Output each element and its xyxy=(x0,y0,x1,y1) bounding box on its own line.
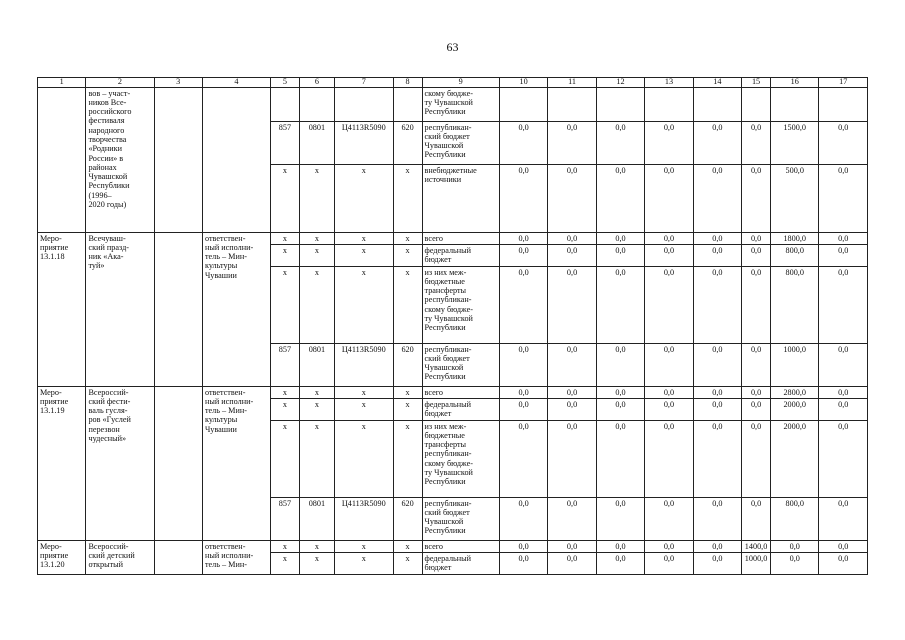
executor-cell xyxy=(202,88,270,233)
column-3-cell xyxy=(154,233,202,387)
amount-cell-col-16: 800,0 xyxy=(770,498,818,541)
amount-cell-col-11: 0,0 xyxy=(548,387,596,399)
table-row xyxy=(38,233,868,245)
amount-cell-col-16: 0,0 xyxy=(770,541,818,553)
table-row xyxy=(38,541,868,553)
target-article-cell: х xyxy=(334,399,393,421)
target-article-cell: х xyxy=(334,245,393,267)
expense-group-cell: 620 xyxy=(393,122,422,165)
amount-cell-col-14: 0,0 xyxy=(693,245,741,267)
amount-cell-col-15: 0,0 xyxy=(742,498,771,541)
grbs-code-cell: 857 xyxy=(271,122,300,165)
funding-source-cell: всего xyxy=(422,387,499,399)
expense-group-cell: х xyxy=(393,245,422,267)
amount-cell-col-15: 0,0 xyxy=(742,245,771,267)
amount-cell-col-10: 0,0 xyxy=(499,399,547,421)
amount-cell-col-16: 800,0 xyxy=(770,245,818,267)
column-number-2: 2 xyxy=(86,78,154,88)
amount-cell-col-15: 0,0 xyxy=(742,421,771,498)
section-code-cell: х xyxy=(299,165,334,233)
amount-cell-col-11: 0,0 xyxy=(548,399,596,421)
amount-cell-col-12: 0,0 xyxy=(596,122,644,165)
table-row xyxy=(38,88,868,122)
amount-cell-col-12: 0,0 xyxy=(596,553,644,575)
funding-source-cell: из них меж- бюджетные трансферты республикан- скому бюдже- ту Чувашской Республики xyxy=(422,267,499,344)
column-number-10: 10 xyxy=(499,78,547,88)
amount-cell-col-11: 0,0 xyxy=(548,553,596,575)
grbs-code-cell: х xyxy=(271,421,300,498)
amount-cell-col-16: 800,0 xyxy=(770,267,818,344)
expense-group-cell: х xyxy=(393,553,422,575)
section-code-cell xyxy=(299,88,334,122)
amount-cell-col-13: 0,0 xyxy=(645,165,693,233)
amount-cell-col-10: 0,0 xyxy=(499,267,547,344)
amount-cell-col-17: 0,0 xyxy=(819,344,868,387)
target-article-cell: х xyxy=(334,387,393,399)
section-code-cell: х xyxy=(299,387,334,399)
grbs-code-cell: х xyxy=(271,387,300,399)
amount-cell-col-14: 0,0 xyxy=(693,541,741,553)
amount-cell-col-15: 0,0 xyxy=(742,122,771,165)
amount-cell-col-10: 0,0 xyxy=(499,387,547,399)
column-number-12: 12 xyxy=(596,78,644,88)
amount-cell-col-14: 0,0 xyxy=(693,399,741,421)
amount-cell-col-15: 0,0 xyxy=(742,387,771,399)
amount-cell-col-17 xyxy=(819,88,868,122)
amount-cell-col-16: 1000,0 xyxy=(770,344,818,387)
amount-cell-col-13: 0,0 xyxy=(645,122,693,165)
amount-cell-col-11: 0,0 xyxy=(548,233,596,245)
amount-cell-col-14: 0,0 xyxy=(693,165,741,233)
amount-cell-col-12: 0,0 xyxy=(596,245,644,267)
amount-cell-col-12: 0,0 xyxy=(596,267,644,344)
amount-cell-col-15: 1000,0 xyxy=(742,553,771,575)
target-article-cell: х xyxy=(334,553,393,575)
funding-source-cell: федеральный бюджет xyxy=(422,553,499,575)
table-row xyxy=(38,387,868,399)
column-number-16: 16 xyxy=(770,78,818,88)
amount-cell-col-11 xyxy=(548,88,596,122)
column-number-8: 8 xyxy=(393,78,422,88)
grbs-code-cell: 857 xyxy=(271,498,300,541)
amount-cell-col-17: 0,0 xyxy=(819,122,868,165)
funding-source-cell: всего xyxy=(422,233,499,245)
amount-cell-col-17: 0,0 xyxy=(819,541,868,553)
amount-cell-col-15: 1400,0 xyxy=(742,541,771,553)
amount-cell-col-11: 0,0 xyxy=(548,122,596,165)
amount-cell-col-15 xyxy=(742,88,771,122)
column-number-4: 4 xyxy=(202,78,270,88)
target-article-cell: х xyxy=(334,541,393,553)
grbs-code-cell: х xyxy=(271,541,300,553)
target-article-cell xyxy=(334,88,393,122)
target-article-cell: х xyxy=(334,267,393,344)
column-number-17: 17 xyxy=(819,78,868,88)
target-article-cell: Ц4113R5090 xyxy=(334,122,393,165)
amount-cell-col-10: 0,0 xyxy=(499,498,547,541)
expense-group-cell: х xyxy=(393,421,422,498)
target-article-cell: х xyxy=(334,233,393,245)
target-article-cell: Ц4113R5090 xyxy=(334,498,393,541)
amount-cell-col-14 xyxy=(693,88,741,122)
amount-cell-col-16: 2000,0 xyxy=(770,399,818,421)
amount-cell-col-10: 0,0 xyxy=(499,344,547,387)
amount-cell-col-13: 0,0 xyxy=(645,541,693,553)
funding-source-cell: республикан- ский бюджет Чувашской Республики xyxy=(422,498,499,541)
expense-group-cell: 620 xyxy=(393,344,422,387)
event-name-cell: вов – участ- ников Все- российского фестиваля народного творчества «Родники России» в районах Чувашской Республики (1996– 2020 годы) xyxy=(86,88,154,233)
amount-cell-col-11: 0,0 xyxy=(548,541,596,553)
amount-cell-col-16: 1800,0 xyxy=(770,233,818,245)
amount-cell-col-10: 0,0 xyxy=(499,122,547,165)
amount-cell-col-17: 0,0 xyxy=(819,387,868,399)
amount-cell-col-12: 0,0 xyxy=(596,399,644,421)
amount-cell-col-14: 0,0 xyxy=(693,122,741,165)
column-3-cell xyxy=(154,541,202,575)
amount-cell-col-15: 0,0 xyxy=(742,267,771,344)
amount-cell-col-14: 0,0 xyxy=(693,344,741,387)
funding-source-cell: скому бюдже- ту Чувашской Республики xyxy=(422,88,499,122)
amount-cell-col-13: 0,0 xyxy=(645,344,693,387)
amount-cell-col-15: 0,0 xyxy=(742,344,771,387)
amount-cell-col-16: 0,0 xyxy=(770,553,818,575)
funding-source-cell: республикан- ский бюджет Чувашской Республики xyxy=(422,122,499,165)
amount-cell-col-12: 0,0 xyxy=(596,165,644,233)
amount-cell-col-17: 0,0 xyxy=(819,267,868,344)
amount-cell-col-15: 0,0 xyxy=(742,165,771,233)
amount-cell-col-14: 0,0 xyxy=(693,233,741,245)
grbs-code-cell xyxy=(271,88,300,122)
amount-cell-col-11: 0,0 xyxy=(548,165,596,233)
amount-cell-col-10: 0,0 xyxy=(499,553,547,575)
amount-cell-col-17: 0,0 xyxy=(819,498,868,541)
event-name-cell: Всероссий- ский фести- валь гусля- ров «Гуслей перезвон чудесный» xyxy=(86,387,154,541)
funding-source-cell: всего xyxy=(422,541,499,553)
amount-cell-col-13: 0,0 xyxy=(645,233,693,245)
section-code-cell: 0801 xyxy=(299,344,334,387)
amount-cell-col-17: 0,0 xyxy=(819,399,868,421)
amount-cell-col-16: 2800,0 xyxy=(770,387,818,399)
amount-cell-col-13: 0,0 xyxy=(645,498,693,541)
grbs-code-cell: х xyxy=(271,233,300,245)
column-number-13: 13 xyxy=(645,78,693,88)
column-3-cell xyxy=(154,88,202,233)
target-article-cell: х xyxy=(334,421,393,498)
amount-cell-col-10: 0,0 xyxy=(499,541,547,553)
grbs-code-cell: х xyxy=(271,245,300,267)
section-code-cell: 0801 xyxy=(299,498,334,541)
target-article-cell: Ц4113R5090 xyxy=(334,344,393,387)
executor-cell: ответствен- ный исполни- тель – Мин- культуры Чувашии xyxy=(202,387,270,541)
column-number-5: 5 xyxy=(271,78,300,88)
section-code-cell: х xyxy=(299,421,334,498)
amount-cell-col-10: 0,0 xyxy=(499,233,547,245)
amount-cell-col-13: 0,0 xyxy=(645,399,693,421)
grbs-code-cell: х xyxy=(271,399,300,421)
funding-source-cell: федеральный бюджет xyxy=(422,245,499,267)
amount-cell-col-14: 0,0 xyxy=(693,553,741,575)
amount-cell-col-10: 0,0 xyxy=(499,165,547,233)
expense-group-cell: х xyxy=(393,541,422,553)
section-code-cell: х xyxy=(299,267,334,344)
amount-cell-col-13: 0,0 xyxy=(645,421,693,498)
amount-cell-col-12: 0,0 xyxy=(596,498,644,541)
expense-group-cell xyxy=(393,88,422,122)
executor-cell: ответствен- ный исполни- тель – Мин- xyxy=(202,541,270,575)
event-code-cell: Меро- приятие 13.1.19 xyxy=(38,387,86,541)
section-code-cell: х xyxy=(299,245,334,267)
section-code-cell: х xyxy=(299,553,334,575)
grbs-code-cell: х xyxy=(271,267,300,344)
expense-group-cell: х xyxy=(393,165,422,233)
funding-source-cell: республикан- ский бюджет Чувашской Республики xyxy=(422,344,499,387)
amount-cell-col-14: 0,0 xyxy=(693,498,741,541)
amount-cell-col-17: 0,0 xyxy=(819,165,868,233)
expense-group-cell: 620 xyxy=(393,498,422,541)
target-article-cell: х xyxy=(334,165,393,233)
amount-cell-col-12: 0,0 xyxy=(596,344,644,387)
amount-cell-col-15: 0,0 xyxy=(742,233,771,245)
section-code-cell: х xyxy=(299,399,334,421)
header-row xyxy=(38,78,868,88)
grbs-code-cell: 857 xyxy=(271,344,300,387)
expense-group-cell: х xyxy=(393,387,422,399)
amount-cell-col-10: 0,0 xyxy=(499,245,547,267)
column-number-6: 6 xyxy=(299,78,334,88)
column-number-7: 7 xyxy=(334,78,393,88)
funding-source-cell: внебюджетные источники xyxy=(422,165,499,233)
amount-cell-col-12: 0,0 xyxy=(596,387,644,399)
amount-cell-col-13: 0,0 xyxy=(645,267,693,344)
amount-cell-col-13: 0,0 xyxy=(645,245,693,267)
amount-cell-col-17: 0,0 xyxy=(819,553,868,575)
amount-cell-col-11: 0,0 xyxy=(548,267,596,344)
amount-cell-col-10 xyxy=(499,88,547,122)
column-number-9: 9 xyxy=(422,78,499,88)
column-number-14: 14 xyxy=(693,78,741,88)
amount-cell-col-13 xyxy=(645,88,693,122)
amount-cell-col-13: 0,0 xyxy=(645,387,693,399)
amount-cell-col-14: 0,0 xyxy=(693,387,741,399)
amount-cell-col-11: 0,0 xyxy=(548,498,596,541)
column-number-15: 15 xyxy=(742,78,771,88)
amount-cell-col-11: 0,0 xyxy=(548,344,596,387)
amount-cell-col-11: 0,0 xyxy=(548,245,596,267)
section-code-cell: 0801 xyxy=(299,122,334,165)
amount-cell-col-10: 0,0 xyxy=(499,421,547,498)
amount-cell-col-12: 0,0 xyxy=(596,421,644,498)
event-code-cell: Меро- приятие 13.1.18 xyxy=(38,233,86,387)
event-code-cell xyxy=(38,88,86,233)
expense-group-cell: х xyxy=(393,233,422,245)
section-code-cell: х xyxy=(299,541,334,553)
amount-cell-col-11: 0,0 xyxy=(548,421,596,498)
grbs-code-cell: х xyxy=(271,165,300,233)
amount-cell-col-17: 0,0 xyxy=(819,233,868,245)
executor-cell: ответствен- ный исполни- тель – Мин- культуры Чувашии xyxy=(202,233,270,387)
event-name-cell: Всероссий- ский детский открытый xyxy=(86,541,154,575)
budget-table xyxy=(37,77,868,575)
expense-group-cell: х xyxy=(393,267,422,344)
amount-cell-col-15: 0,0 xyxy=(742,399,771,421)
amount-cell-col-16 xyxy=(770,88,818,122)
amount-cell-col-12: 0,0 xyxy=(596,233,644,245)
grbs-code-cell: х xyxy=(271,553,300,575)
event-code-cell: Меро- приятие 13.1.20 xyxy=(38,541,86,575)
amount-cell-col-14: 0,0 xyxy=(693,421,741,498)
amount-cell-col-12: 0,0 xyxy=(596,541,644,553)
event-name-cell: Всечуваш- ский празд- ник «Ака- туй» xyxy=(86,233,154,387)
amount-cell-col-16: 500,0 xyxy=(770,165,818,233)
column-number-11: 11 xyxy=(548,78,596,88)
amount-cell-col-13: 0,0 xyxy=(645,553,693,575)
funding-source-cell: из них меж- бюджетные трансферты республикан- скому бюдже- ту Чувашской Республики xyxy=(422,421,499,498)
funding-source-cell: федеральный бюджет xyxy=(422,399,499,421)
amount-cell-col-17: 0,0 xyxy=(819,421,868,498)
amount-cell-col-16: 2000,0 xyxy=(770,421,818,498)
amount-cell-col-12 xyxy=(596,88,644,122)
column-3-cell xyxy=(154,387,202,541)
section-code-cell: х xyxy=(299,233,334,245)
expense-group-cell: х xyxy=(393,399,422,421)
page-number: 63 xyxy=(446,40,459,54)
amount-cell-col-14: 0,0 xyxy=(693,267,741,344)
amount-cell-col-17: 0,0 xyxy=(819,245,868,267)
column-number-1: 1 xyxy=(38,78,86,88)
column-number-3: 3 xyxy=(154,78,202,88)
amount-cell-col-16: 1500,0 xyxy=(770,122,818,165)
